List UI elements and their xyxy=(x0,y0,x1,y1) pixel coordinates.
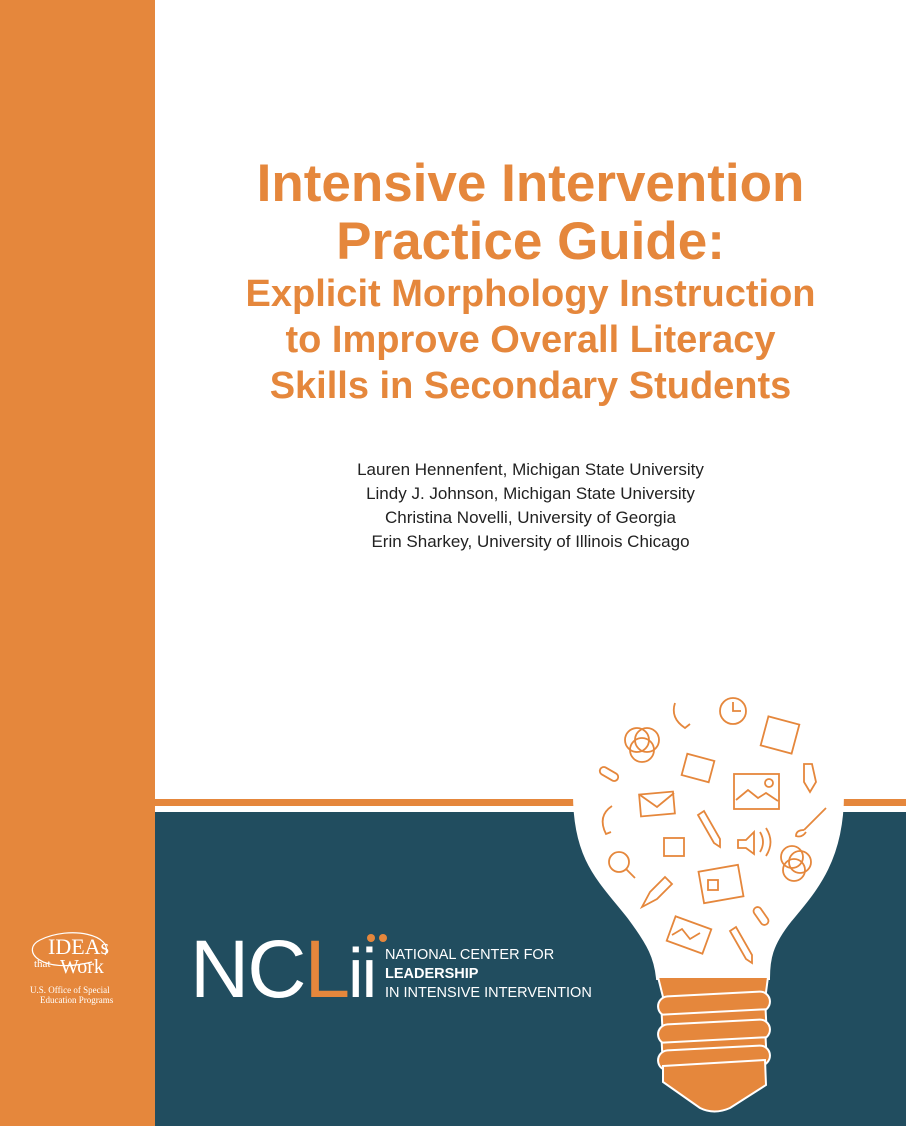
osep-line-2: Education Programs xyxy=(40,995,114,1005)
phone-icon xyxy=(674,703,690,728)
nclii-l: L xyxy=(304,924,349,1015)
bulb-base xyxy=(658,977,771,1112)
nclii-name xyxy=(385,946,592,1003)
selection-box-icon xyxy=(761,716,800,753)
author: Lauren Hennenfent, Michigan State University xyxy=(357,460,704,479)
ideas-word: IDEAs xyxy=(48,934,110,959)
subtitle-line-3: Skills in Secondary Students xyxy=(269,365,792,407)
work-word: Work xyxy=(60,956,104,978)
author: Lindy J. Johnson, Michigan State University xyxy=(366,484,695,503)
subtitle-line-1: Explicit Morphology Instruction xyxy=(245,273,816,315)
subtitle-line-2: to Improve Overall Literacy xyxy=(285,319,776,361)
nclii-line-2: LEADERSHIP xyxy=(385,966,479,982)
clock-icon xyxy=(720,698,746,724)
nclii-nc: NC xyxy=(190,924,305,1015)
author: Erin Sharkey, University of Illinois Chicago xyxy=(371,532,690,551)
nclii-line-3: IN INTENSIVE INTERVENTION xyxy=(385,985,592,1001)
osep-line-1: U.S. Office of Special xyxy=(30,985,110,995)
title-line-1: Intensive Intervention xyxy=(256,154,805,213)
title-line-2: Practice Guide: xyxy=(336,212,725,271)
venn-icon xyxy=(625,728,659,762)
nclii-ii: ii xyxy=(348,934,376,1012)
nclii-logo-mark xyxy=(190,924,376,1015)
webpage-icon xyxy=(682,754,715,782)
pen-nib-icon xyxy=(804,764,816,792)
author: Christina Novelli, University of Georgia xyxy=(385,508,676,527)
nclii-line-1: NATIONAL CENTER FOR xyxy=(385,947,555,963)
that-word: that xyxy=(34,958,51,970)
paperclip-icon xyxy=(598,766,619,783)
